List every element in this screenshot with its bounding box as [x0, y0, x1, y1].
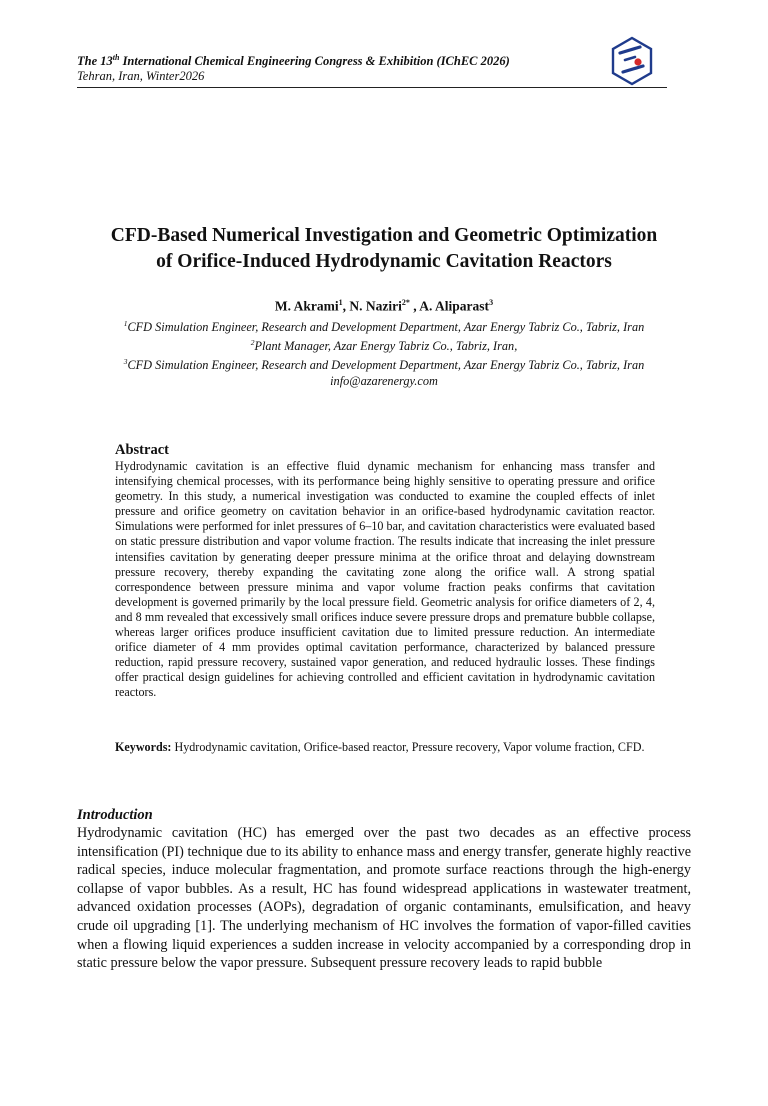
- contact-email: info@azarenergy.com: [330, 374, 438, 389]
- affiliation-2: $^2$Plant Manager, Azar Energy Tabriz Co., Tabriz, Iran,: [250, 338, 518, 354]
- introduction-section: [77, 806, 691, 973]
- author-2: N. Naziri: [349, 298, 402, 314]
- abstract-text: Hydrodynamic cavitation is an effective fluid dynamic mechanism for enhancing mass transfer and intensifying chemical processes, with its performance being highly sensitive to operating pressure and orifice geometry. In this study, a numerical investigation was conducted to examine the coupled effects of inlet pressure and orifice geometry on cavitation behavior in an orifice-based hydrodynamic cavitation reactor. Simulations were performed for inlet pressures of 6–10 bar, and cavitation characteristics were evaluated based on static pressure distribution and vapor volume fraction. The results indicate that increasing the inlet pressure intensifies cavitation by generating deeper pressure minima at the orifice throat and delaying downstream pressure recovery, thereby expanding the cavitating zone along the orifice wall. A strong spatial correspondence between pressure minima and vapor volume fraction peaks confirms that cavitation development is governed primarily by the local pressure field. Geometric analysis for orifice diameters of 2, 4, and 8 mm revealed that excessively small orifices induce severe pressure drops and premature bubble collapse, whereas larger orifices produce insufficient cavitation due to limited pressure reduction. An intermediate orifice diameter of 4 mm provides optimal cavitation performance, characterized by balanced pressure reduction, rapid pressure recovery, sustained vapor generation, and reduced hydraulic losses. These findings offer practical design guidelines for achieving controlled and efficient cavitation in hydrodynamic cavitation reactors.: [115, 459, 655, 700]
- conference-name: The 13th International Chemical Engineering Congress & Exhibition (IChEC 2026): [77, 53, 510, 69]
- abstract-heading: Abstract: [115, 442, 169, 458]
- introduction-heading: Introduction: [77, 807, 153, 823]
- affiliations: [60, 316, 708, 389]
- introduction-text: Hydrodynamic cavitation (HC) has emerged over the past two decades as an effective process intensification (PI) technique due to its ability to enhance mass and energy transfer, generate highly reactive radical species, induce molecular fragmentation, and promote surface reactions through the high-energy collapse of vapor bubbles. As a result, HC has found widespread applications in wastewater treatment, advanced oxidation processes (AOPs), degradation of organic contaminants, emulsification, and heavy crude oil upgrading [1]. The underlying mechanism of HC involves the formation of vapor-filled cavities when a flowing liquid experiences a sudden increase in velocity accompanied by a corresponding drop in static pressure below the vapor pressure. Subsequent pressure recovery leads to rapid bubble: [77, 825, 691, 972]
- abstract-section: [115, 441, 655, 701]
- header-divider: [77, 87, 667, 88]
- author-1: M. Akrami: [274, 298, 339, 314]
- author-list: M. Akrami$^1$, N. Naziri$^{2*}$ , A. Aliparast$^3$: [274, 298, 494, 314]
- conference-logo-icon: [610, 36, 654, 86]
- keywords-label: Keywords:: [115, 740, 172, 754]
- conference-location: Tehran, Iran, Winter2026: [77, 69, 205, 84]
- paper-title: CFD-Based Numerical Investigation and Geometric Optimization of Orifice-Induced Hydrodynamic Cavitation Reactors: [110, 225, 658, 272]
- affiliation-3: $^3$CFD Simulation Engineer, Research and Development Department, Azar Energy Tabriz Co., Tabriz, Iran: [123, 357, 645, 373]
- conference-header: [77, 50, 667, 96]
- affiliation-1: $^1$CFD Simulation Engineer, Research and Development Department, Azar Energy Tabriz Co., Tabriz, Iran: [123, 319, 645, 335]
- author-3: A. Aliparast: [419, 298, 490, 314]
- keywords-section: [115, 740, 655, 755]
- keywords-text: Hydrodynamic cavitation, Orifice-based reactor, Pressure recovery, Vapor volume fraction, CFD.: [171, 740, 645, 754]
